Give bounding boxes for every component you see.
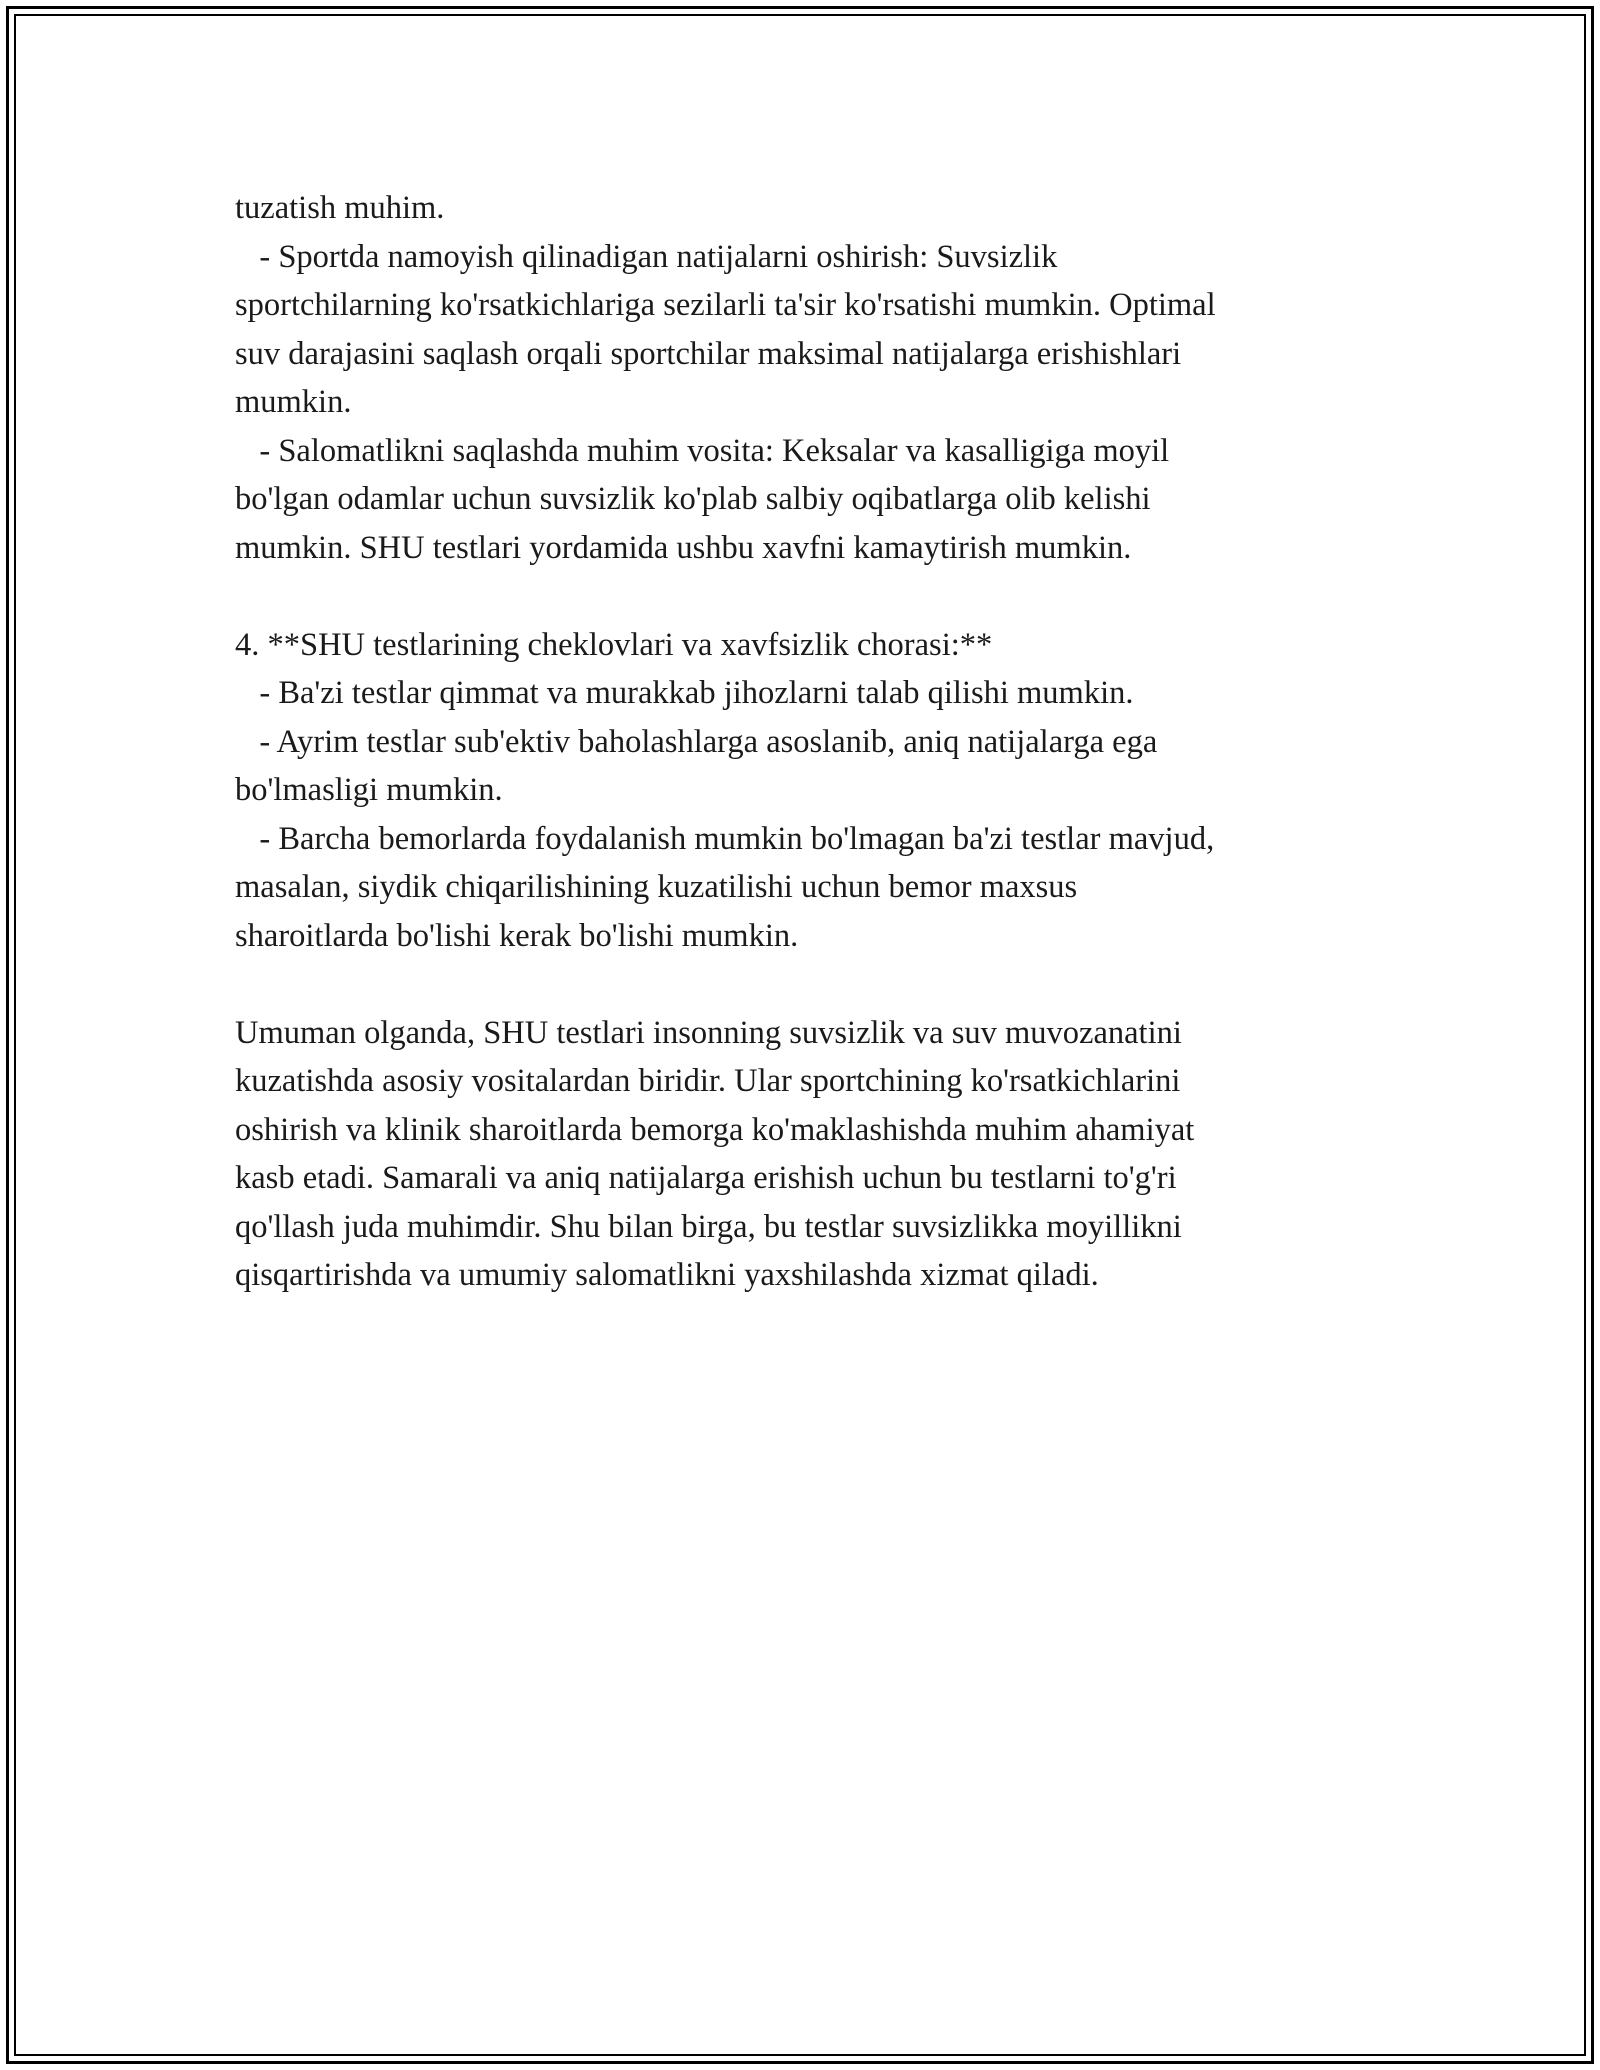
text-line: Umuman olganda, SHU testlari insonning suvsizlik va suv muvozanatini (235, 1014, 1182, 1051)
paragraph-gap (235, 572, 1365, 621)
document-body (235, 184, 1365, 1300)
text-line: kuzatishda asosiy vositalardan biridir. Ular sportchining ko'rsatkichlarini (235, 1063, 1181, 1099)
text-line: - Ba'zi testlar qimmat va murakkab jihozlarni talab qilishi mumkin. (235, 675, 1134, 711)
text-line: sharoitlarda bo'lishi kerak bo'lishi mumkin. (235, 917, 799, 954)
text-line: bo'lgan odamlar uchun suvsizlik ko'plab salbiy oqibatlarga olib kelishi (235, 481, 1151, 517)
text-line: mumkin. (235, 384, 352, 420)
section-heading: 4. **SHU testlarining cheklovlari va xavfsizlik chorasi:** (235, 626, 993, 663)
text-line: - Sportda namoyish qilinadigan natijalarni oshirish: Suvsizlik (235, 238, 1058, 275)
text-line: masalan, siydik chiqarilishining kuzatilishi uchun bemor maxsus (235, 869, 1078, 905)
text-line: sportchilarning ko'rsatkichlariga sezilarli ta'sir ko'rsatishi mumkin. Optimal (235, 287, 1216, 323)
text-line: tuzatish muhim. (235, 190, 445, 226)
text-line: - Ayrim testlar sub'ektiv baholashlarga asoslanib, aniq natijalarga ega (235, 723, 1158, 760)
text-line: qisqartirishda va umumiy salomatlikni yaxshilashda xizmat qiladi. (235, 1257, 1099, 1293)
paragraph-gap (235, 960, 1365, 1009)
text-line: oshirish va klinik sharoitlarda bemorga ko'maklashishda muhim ahamiyat (235, 1111, 1195, 1148)
text-line: qo'llash juda muhimdir. Shu bilan birga, bu testlar suvsizlikka moyillikni (235, 1208, 1182, 1245)
text-line: bo'lmasligi mumkin. (235, 772, 503, 808)
text-line: - Barcha bemorlarda foydalanish mumkin bo'lmagan ba'zi testlar mavjud, (235, 820, 1215, 857)
text-line: mumkin. SHU testlari yordamida ushbu xavfni kamaytirish mumkin. (235, 529, 1132, 566)
text-line: kasb etadi. Samarali va aniq natijalarga erishish uchun bu testlarni to'g'ri (235, 1160, 1177, 1196)
text-line: - Salomatlikni saqlashda muhim vosita: Keksalar va kasalligiga moyil (235, 432, 1170, 469)
text-line: suv darajasini saqlash orqali sportchilar maksimal natijalarga erishishlari (235, 335, 1182, 372)
